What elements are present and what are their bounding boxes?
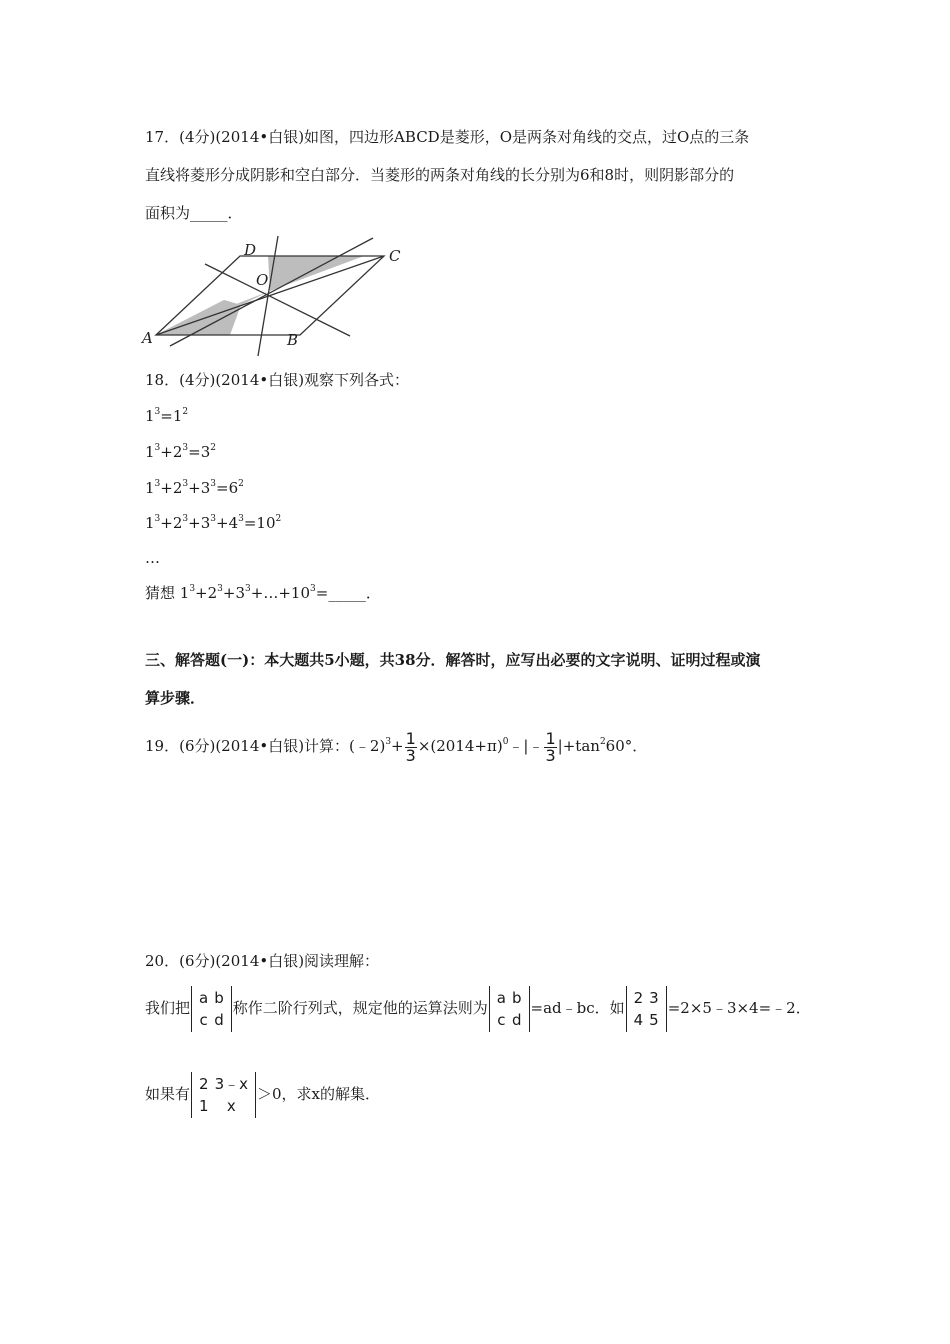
fraction-one-third: $\frac{1}{3}$ [405, 728, 416, 765]
line-through-o-3 [170, 238, 373, 346]
q20-definition: 我们把 a b c d 称作二阶行列式，规定他的运算法则为 a b c d =ad﹣bc．如 2 3 4 5 =2×5﹣3×4=﹣2． [145, 984, 811, 1032]
section3-heading-line-2: 算步骤． [145, 689, 206, 707]
q17-area-label: 面积为 [145, 204, 191, 222]
determinant-abcd-rule: a b c d [489, 986, 530, 1032]
q18-ellipsis: … [145, 549, 160, 567]
rhombus-figure [140, 228, 415, 360]
label-a: A [142, 329, 153, 347]
q18-answer-blank: _____ [328, 584, 366, 602]
label-d: D [244, 241, 257, 259]
q20-header: 20．(6分)(2014•白银)阅读理解： [145, 952, 380, 970]
q17-line-1: 17．(4分)(2014•白银)如图，四边形ABCD是菱形，O是两条对角线的交点，过O点的三条 [145, 128, 750, 146]
label-o: O [256, 271, 269, 289]
determinant-example: 2 3 4 5 [626, 986, 667, 1032]
q20-question: 如果有 2 3﹣x 1 x ＞0，求x的解集． [145, 1070, 380, 1118]
determinant-inequality: 2 3﹣x 1 x [191, 1072, 256, 1118]
q17-answer-blank: _____ [190, 204, 228, 222]
q18-eq-4: $1^3+2^3+3^3+4^3=10^2$ [145, 514, 282, 532]
shaded-region-lower-2 [156, 300, 241, 335]
q18-eq-3: $1^3+2^3+3^3=6^2$ [145, 479, 244, 497]
determinant-abcd: a b c d [191, 986, 232, 1032]
label-c: C [389, 247, 401, 265]
q17-line-3 [145, 203, 243, 223]
q18-header: 18．(4分)(2014•白银)观察下列各式： [145, 371, 410, 389]
q18-eq-2: $1^3+2^3=3^2$ [145, 443, 216, 461]
q17-period: ． [227, 204, 243, 222]
fraction-one-third-abs: $\frac{1}{3}$ [545, 728, 556, 765]
section3-heading-line-1: 三、解答题(一)：本大题共5小题，共38分．解答时，应写出必要的文字说明、证明过程或演 [145, 651, 761, 669]
q17-line-2: 直线将菱形分成阴影和空白部分．当菱形的两条对角线的长分别为6和8时，则阴影部分的 [145, 166, 735, 184]
q19-expression: 19．(6分)(2014•白银)计算：(﹣2)$^3$+ $\frac{1}{3}$ $\times(2014+\pi)^0﹣|﹣$ $\frac{1}{3}$ $|+\tan^260^\circ$． [145, 728, 648, 765]
q18-eq-1: $1^3=1^2$ [145, 407, 189, 425]
label-b: B [287, 331, 299, 349]
q18-guess: 猜想 $1^3+2^3+3^3+\dots+10^3=\_\_\_\_\_$． [145, 584, 381, 602]
